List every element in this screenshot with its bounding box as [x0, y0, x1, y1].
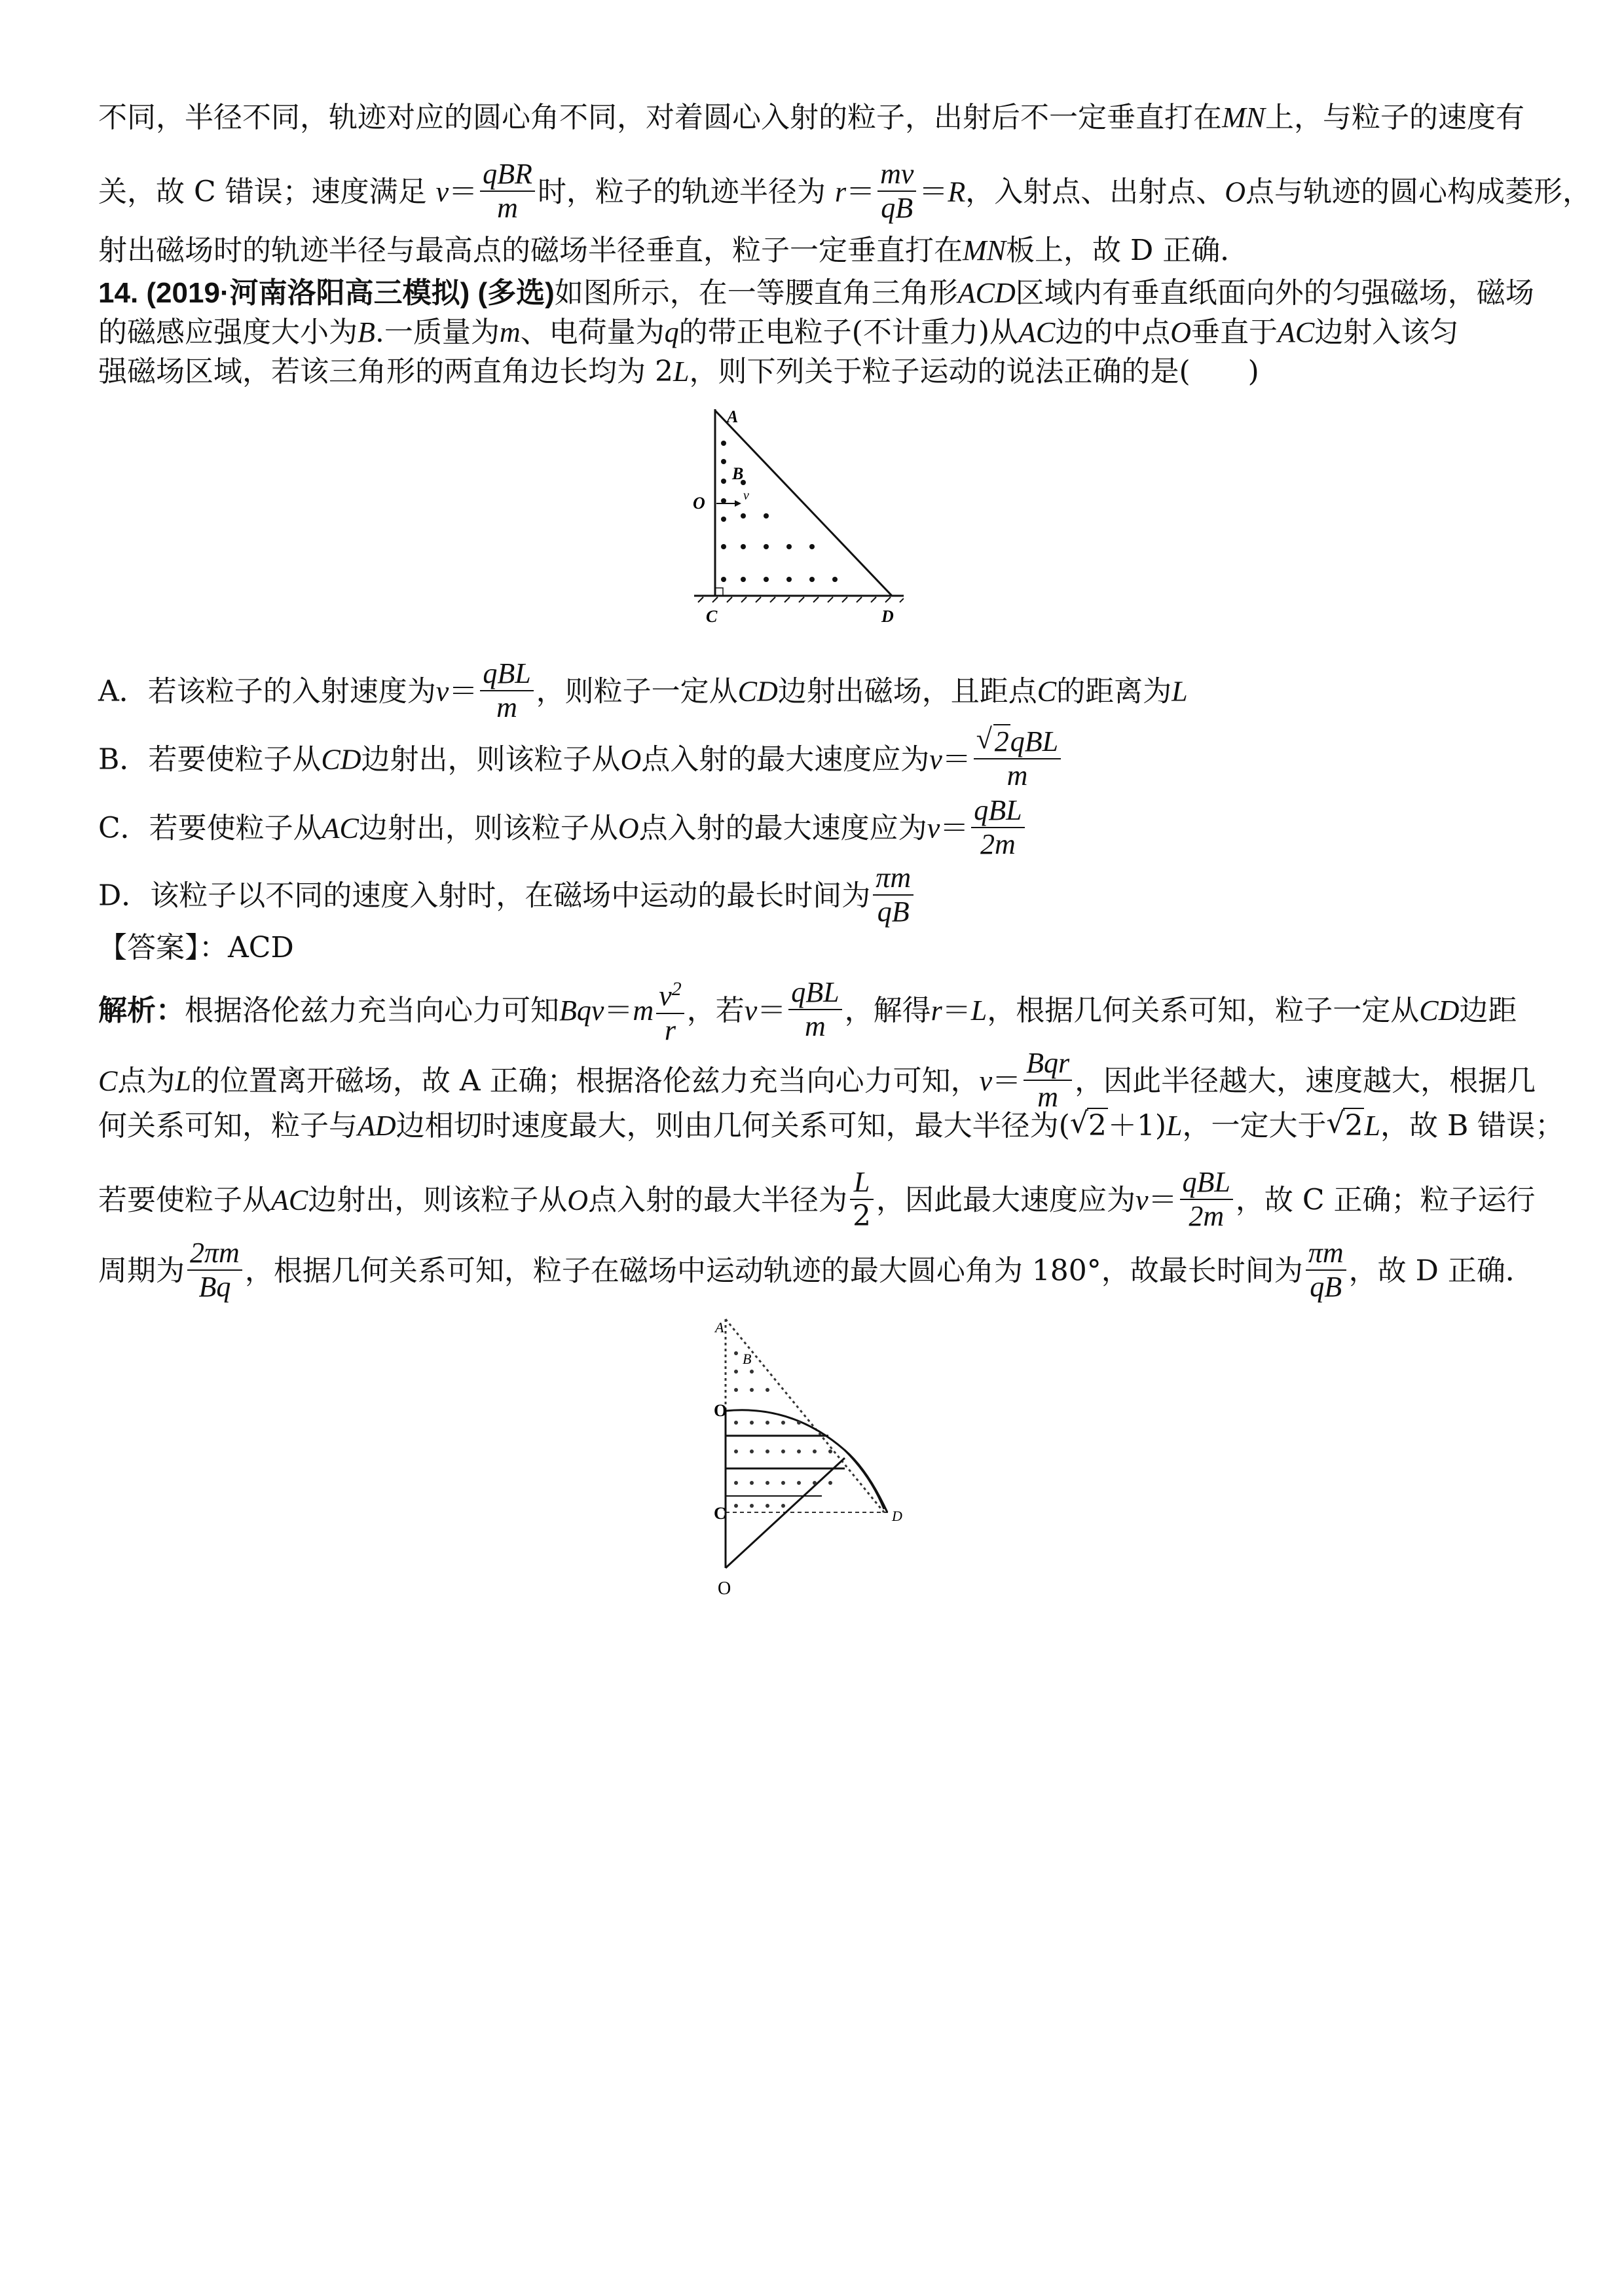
- fraction-pim-qb-2: $\frac{\pi m}{qB}$: [1306, 1237, 1346, 1303]
- fraction-qbr-m: $\frac{\text{qBR}}{m}$: [480, 158, 535, 225]
- fraction-v2-r: $\frac{v^2}{r}$: [656, 973, 684, 1047]
- fraction-sqrt2-qbl-m: √ $\frac{\text{2qBL}}{m}$: [974, 725, 1061, 792]
- solution-line-1: 解析：根据洛伦兹力充当向心力可知Bqv＝m $\frac{v^2}{r}$ ，若v＝ $\frac{\text{qBL}}{m}$ ，解得r＝L，根据几何关系可知，粒子一定从CD边距: [98, 975, 1517, 1049]
- fraction-2pim-bq: $\frac{2\pi m}{Bq}$: [187, 1237, 242, 1303]
- label-o: O: [693, 494, 705, 513]
- label-v: v: [743, 488, 749, 503]
- option-a: A．若该粒子的入射速度为v＝ $\frac{\text{qBL}}{m}$ ，则粒子一定从CD边射出磁场，且距点C的距离为L: [98, 657, 1188, 723]
- fraction-qbl-m-2: $\frac{\text{qBL}}{m}$: [788, 976, 841, 1043]
- fraction-pim-qb: $\frac{\pi m}{qB}$: [873, 862, 913, 928]
- question-14-line-1: 14. (2019·河南洛阳高三模拟) (多选)如图所示，在一等腰直角三角形ACD区域内有垂直纸面向外的匀强磁场，磁场: [98, 276, 1534, 310]
- solution-line-4: 若要使粒子从AC边射出，则该粒子从O点入射的最大半径为 $\frac{L}{2}$ ，因此最大速度应为v＝ $\frac{\text{qBL}}{2m}$ ，故 C 正确；粒子运行: [98, 1166, 1536, 1233]
- prev-solution-line-3: 射出磁场时的轨迹半径与最高点的磁场半径垂直，粒子一定垂直打在MN板上，故 D 正确．: [98, 234, 1249, 267]
- fraction-qbl-2m-2: $\frac{\text{qBL}}{2m}$: [1180, 1166, 1233, 1233]
- fig2-label-a: A: [715, 1319, 724, 1336]
- prev-solution-line-2: 关，故 C 错误；速度满足 v＝ $\frac{\text{qBR}}{m}$ 时，粒子的轨迹半径为 r＝ $\frac{mv}{qB}$ ＝R，入射点、出射点、O点与轨迹的圆心构成菱形，: [98, 158, 1592, 224]
- label-b: B: [732, 464, 744, 483]
- label-c: C: [706, 607, 718, 626]
- sqrt-2: √ 2: [1070, 1106, 1108, 1146]
- label-a: A: [727, 407, 739, 426]
- solution-line-3: 何关系可知，粒子与AD边相切时速度最大，则由几何关系可知，最大半径为(√ 2＋1)L，一定大于√ 2L，故 B 错误；: [98, 1106, 1564, 1146]
- option-d: D．该粒子以不同的速度入射时，在磁场中运动的最长时间为 $\frac{\pi m}{qB}$: [98, 864, 916, 931]
- option-b: B．若要使粒子从CD边射出，则该粒子从O点入射的最大速度应为v＝ √ $\frac{\text{2qBL}}{m}$: [98, 728, 1063, 795]
- fraction-mv-qb: $\frac{mv}{qB}$: [877, 158, 916, 225]
- solution-trajectory-figure: [714, 1313, 930, 1604]
- fraction-qbl-m: $\frac{\text{qBL}}{m}$: [480, 657, 533, 724]
- sqrt-2-option-b: √ 2: [976, 725, 1010, 758]
- question-14-line-3: 强磁场区域，若该三角形的两直角边长均为 2L，则下列关于粒子运动的说法正确的是( ): [98, 355, 1259, 388]
- label-d: D: [881, 607, 894, 626]
- prev-solution-line-1: 不同，半径不同，轨迹对应的圆心角不同，对着圆心入射的粒子，出射后不一定垂直打在MN上，与粒子的速度有: [98, 101, 1524, 134]
- solution-line-2: C点为L的位置离开磁场，故 A 正确；根据洛伦兹力充当向心力可知，v＝ $\frac{\text{Bqr}}{m}$ ，因此半径越大，速度越大，根据几: [98, 1047, 1536, 1113]
- solution-line-5: 周期为 $\frac{2\pi m}{Bq}$ ，根据几何关系可知，粒子在磁场中运动轨迹的最大圆心角为 180°，故最长时间为 $\frac{\pi m}{qB}$ ，故 D 正确．: [98, 1237, 1534, 1303]
- fig2-label-o-center: O: [718, 1578, 731, 1599]
- triangle-field-figure: [681, 403, 904, 635]
- fraction-qbl-2m: $\frac{\text{qBL}}{2m}$: [971, 794, 1024, 861]
- question-number: 14. (2019·河南洛阳高三模拟) (多选): [98, 277, 555, 309]
- fig2-label-c: C: [714, 1504, 726, 1523]
- fig2-label-b: B: [743, 1351, 752, 1367]
- answer-line: 【答案】：ACD: [98, 931, 294, 964]
- sqrt-2-b: √ 2: [1326, 1106, 1364, 1146]
- fig2-label-d: D: [892, 1508, 902, 1524]
- fraction-l-2: $\frac{L}{2}$: [850, 1166, 874, 1233]
- fraction-bqr-m: $\frac{\text{Bqr}}{m}$: [1024, 1047, 1072, 1114]
- fig2-label-o: O: [714, 1401, 728, 1420]
- question-14-line-2: 的磁感应强度大小为B.一质量为m、电荷量为q的带正电粒子(不计重力)从AC边的中点O垂直于AC边射入该匀: [98, 316, 1459, 349]
- option-c: C．若要使粒子从AC边射出，则该粒子从O点入射的最大速度应为v＝ $\frac{\text{qBL}}{2m}$: [98, 797, 1027, 864]
